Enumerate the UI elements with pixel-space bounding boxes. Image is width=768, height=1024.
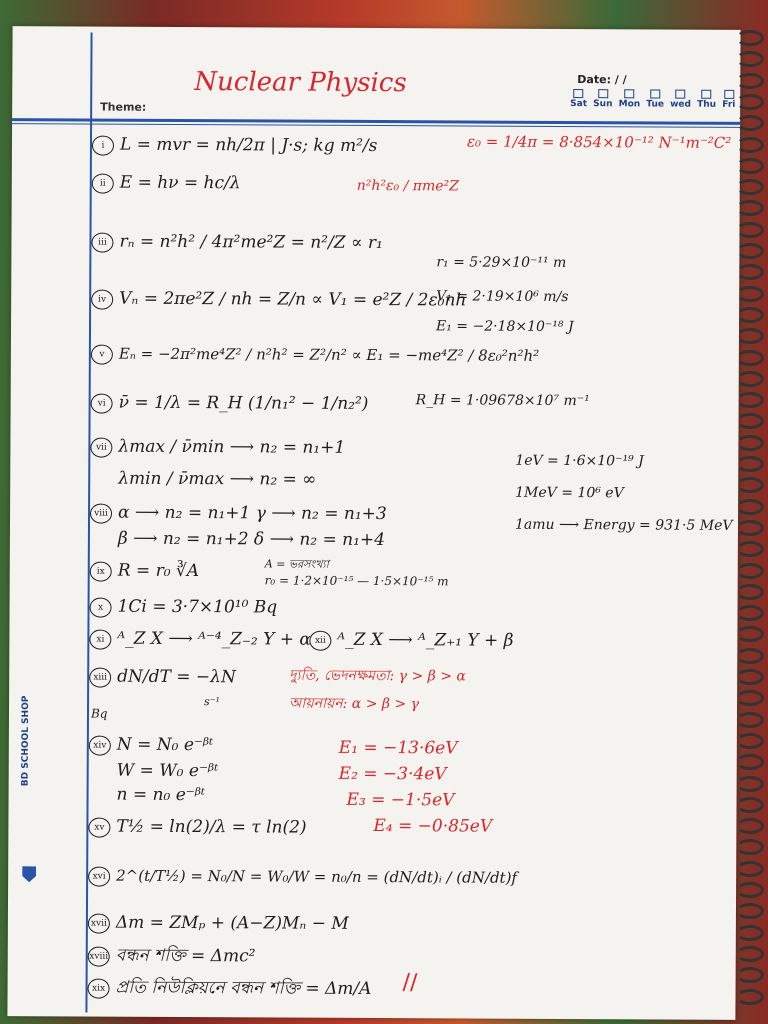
item-number: iv — [91, 289, 113, 309]
spiral-ring — [736, 690, 764, 706]
formula-9 — [90, 561, 199, 582]
spiral-ring — [736, 264, 764, 280]
formula-text: প্রতি নিউক্লিয়নে বন্ধন শক্তি = Δm/A — [115, 977, 372, 999]
brand-logo-icon — [22, 866, 36, 882]
double-slash-mark: // — [402, 970, 418, 996]
day-thu: Thu — [697, 90, 716, 110]
formula-12 — [309, 630, 513, 652]
formula-text: T½ = ln(2)/λ = τ ln(2) — [116, 816, 307, 838]
formula-2-note: n²h²ε₀ / πme²Z — [356, 177, 459, 195]
notebook-page — [7, 26, 740, 1020]
day-tue: Tue — [646, 89, 664, 109]
formula-text: Δm = ZMₚ + (A−Z)Mₙ − M — [115, 912, 349, 934]
spiral-ring — [736, 626, 764, 642]
epsilon-formula: ε₀ = 1/4π = 8·854×10⁻¹² N⁻¹m⁻²C² — [466, 132, 732, 152]
spiral-ring — [736, 115, 764, 131]
formula-5 — [91, 345, 539, 367]
theme-label: Theme: — [100, 100, 147, 114]
spiral-ring — [736, 413, 764, 429]
formula-text: L = mvr = nh/2π | J·s; kg m²/s — [119, 134, 378, 157]
unit-bq: Bq — [90, 706, 108, 721]
spiral-ring — [736, 158, 764, 174]
item-number: xviii — [88, 946, 110, 966]
amu-value: 1amu ⟶ Energy = 931·5 MeV — [514, 516, 733, 534]
spiral-ring — [736, 350, 764, 366]
formula-7b: λmin / ν̄max ⟶ n₂ = ∞ — [118, 468, 317, 490]
item-number: vi — [91, 393, 113, 413]
item-number: xi — [89, 629, 111, 649]
formula-text: ν̄ = 1/λ = R_H (1/n₁² − 1/n₂²) — [118, 392, 369, 414]
item-number: xiv — [89, 735, 111, 755]
formula-text: α ⟶ n₂ = n₁+1 γ ⟶ n₂ = n₁+3 — [117, 502, 387, 525]
rydberg-value: R_H = 1·09678×10⁷ m⁻¹ — [415, 392, 590, 410]
spiral-ring — [736, 882, 764, 898]
spiral-ring — [736, 563, 764, 579]
spiral-ring — [736, 477, 764, 493]
formula-4 — [91, 289, 466, 311]
formula-text: λmax / ν̄min ⟶ n₂ = n₁+1 — [118, 436, 346, 458]
formula-9-note-a: A = ভরসংখ্যা — [264, 557, 329, 571]
item-number: xix — [88, 978, 110, 998]
item-number: vii — [90, 437, 112, 457]
spiral-ring — [736, 839, 764, 855]
formula-text: dN/dT = −λN — [117, 666, 236, 688]
e1-value: E₁ = −2·18×10⁻¹⁸ J — [435, 318, 574, 336]
spiral-ring — [736, 200, 764, 216]
formula-16 — [88, 867, 517, 889]
item-number: v — [91, 345, 113, 365]
spiral-ring — [736, 925, 764, 941]
brand-name: BD SCHOOL SHOP — [20, 695, 32, 787]
formula-text: N = N₀ e⁻ᵝᵗ — [116, 734, 214, 756]
formula-18 — [88, 943, 256, 972]
formula-text: 1Ci = 3·7×10¹⁰ Bq — [117, 596, 278, 618]
spiral-ring — [736, 861, 764, 877]
spiral-ring — [736, 754, 764, 770]
formula-15 — [88, 817, 306, 839]
spiral-ring — [736, 903, 764, 919]
item-number: iii — [91, 232, 113, 252]
formula-17 — [88, 913, 349, 935]
formula-text: Vₙ = 2πe²Z / nh = Z/n ∝ V₁ = e²Z / 2ε₀nh — [119, 288, 467, 311]
day-mon: Mon — [619, 89, 641, 109]
day-wed: wed — [670, 90, 691, 110]
item-number: xvi — [88, 867, 110, 887]
formula-14b: W = W₀ e⁻ᵝᵗ — [116, 760, 219, 782]
item-number: ix — [90, 561, 112, 581]
energy-level-2: E₂ = −3·4eV — [338, 763, 447, 785]
formula-14 — [89, 735, 214, 756]
formula-10 — [90, 597, 278, 618]
formula-1 — [92, 135, 378, 157]
item-number: xvii — [88, 913, 110, 933]
spiral-ring — [736, 648, 764, 664]
penetration-order: দ্যুতি, ভেদনক্ষমতা: γ > β > α — [289, 667, 466, 685]
spiral-ring — [736, 499, 764, 515]
weekday-boxes — [570, 89, 738, 110]
spiral-ring — [736, 179, 764, 195]
spiral-ring — [736, 30, 764, 46]
formula-text: ᴬ_Z X ⟶ ᴬ⁻⁴_Z₋₂ Y + α — [117, 628, 311, 650]
spiral-ring — [736, 456, 764, 472]
day-fri: Fri — [722, 90, 735, 110]
unit-s: s⁻¹ — [204, 695, 220, 709]
spiral-ring — [736, 797, 764, 813]
spiral-ring — [736, 137, 764, 153]
formula-6 — [91, 393, 369, 415]
formula-text: Eₙ = −2π²me⁴Z² / n²h² = Z²/n² ∝ E₁ = −me⁴Z² / 8ε₀²n²h² — [118, 344, 540, 365]
spiral-ring — [736, 520, 764, 536]
r1-value: r₁ = 5·29×10⁻¹¹ m — [436, 254, 567, 272]
page-title: Nuclear Physics — [194, 67, 407, 99]
spiral-ring — [736, 286, 764, 302]
v1-value: V₁ = 2·19×10⁶ m/s — [436, 288, 569, 306]
formula-8b: β ⟶ n₂ = n₁+2 δ ⟶ n₂ = n₁+4 — [117, 528, 386, 551]
spiral-ring — [736, 94, 764, 110]
item-number: viii — [90, 503, 112, 523]
spiral-ring — [736, 435, 764, 451]
formula-text: rₙ = n²h² / 4π²me²Z = n²/Z ∝ r₁ — [119, 231, 383, 254]
spiral-ring — [736, 328, 764, 344]
spiral-ring — [736, 669, 764, 685]
formula-text: E = hν = hc/λ — [119, 172, 241, 194]
ev-value: 1eV = 1·6×10⁻¹⁹ J — [515, 452, 644, 470]
spiral-ring — [736, 605, 764, 621]
spiral-ring — [736, 584, 764, 600]
spiral-ring — [736, 222, 764, 238]
spiral-ring — [736, 51, 764, 67]
spiral-ring — [736, 243, 764, 259]
formula-3 — [91, 232, 382, 254]
spiral-ring — [736, 967, 764, 983]
item-number: ii — [92, 173, 114, 193]
item-number: i — [92, 135, 114, 155]
spiral-ring — [736, 712, 764, 728]
formula-text: 2^(t/T½) = N₀/N = W₀/W = n₀/n = (dN/dt)ᵢ / (dN/dt)f — [116, 866, 518, 887]
formula-text: বন্ধন শক্তি = Δmc² — [115, 945, 256, 967]
spiral-ring — [736, 73, 764, 89]
energy-level-4: E₄ = −0·85eV — [373, 816, 493, 837]
spiral-ring — [736, 307, 764, 323]
formula-8 — [90, 503, 387, 525]
formula-2 — [92, 173, 241, 194]
formula-11 — [89, 629, 311, 651]
spiral-ring — [736, 946, 764, 962]
spiral-ring — [736, 541, 764, 557]
formula-19 — [87, 975, 371, 1004]
mev-value: 1MeV = 10⁶ eV — [515, 484, 624, 502]
item-number: xiii — [89, 667, 111, 687]
spiral-ring — [736, 989, 764, 1005]
formula-text: R = r₀ ∛A — [117, 560, 200, 582]
spiral-binding — [736, 30, 766, 1015]
item-number: xii — [309, 630, 331, 650]
formula-7 — [90, 437, 345, 459]
formula-text: ᴬ_Z X ⟶ ᴬ_Z₊₁ Y + β — [337, 629, 514, 651]
spiral-ring — [736, 371, 764, 387]
spiral-ring — [736, 818, 764, 834]
spiral-ring — [736, 733, 764, 749]
day-sun: Sun — [593, 89, 612, 109]
energy-level-3: E₃ = −1·5eV — [346, 789, 455, 811]
spiral-ring — [736, 776, 764, 792]
date-label: Date: / / — [577, 73, 627, 87]
day-sat: Sat — [570, 89, 587, 109]
formula-13 — [89, 667, 236, 688]
formula-14c: n = n₀ e⁻ᵝᵗ — [116, 784, 206, 806]
spiral-ring — [736, 392, 764, 408]
energy-level-1: E₁ = −13·6eV — [338, 737, 458, 759]
item-number: x — [90, 597, 112, 617]
item-number: xv — [88, 817, 110, 837]
formula-9-note-b: r₀ = 1·2×10⁻¹⁵ — 1·5×10⁻¹⁵ m — [264, 573, 449, 589]
ionization-order: আয়নায়ন: α > β > γ — [289, 695, 420, 713]
